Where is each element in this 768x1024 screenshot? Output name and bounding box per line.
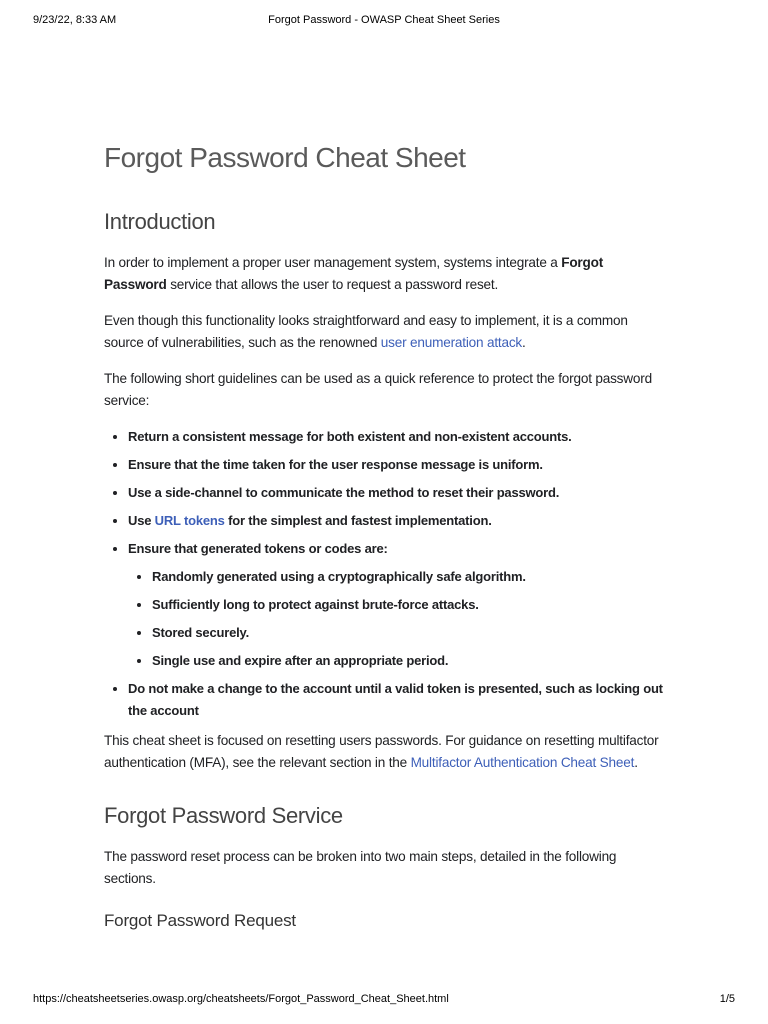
guideline-item: • Use a side-channel to communicate the method to reset their password. xyxy=(128,482,664,504)
intro-p1-text-end: service that allows the user to request a password reset. xyxy=(166,277,499,292)
intro-p2-text: Even though this functionality looks straightforward and easy to implement, it is a common source of vulnerabilities, such as the renowned xyxy=(104,313,628,350)
print-page-number: 1/5 xyxy=(719,993,735,1005)
main-content xyxy=(104,140,664,932)
sub-list-item: • Single use and expire after an appropriate period. xyxy=(152,650,664,672)
section-heading-introduction: Introduction xyxy=(104,209,216,234)
guideline-text-end: for the simplest and fastest implementation. xyxy=(224,513,492,528)
guideline-item xyxy=(128,510,664,532)
sub-list-item: • Randomly generated using a cryptographically safe algorithm. xyxy=(152,566,664,588)
mfa-cheat-sheet-link[interactable]: Multifactor Authentication Cheat Sheet xyxy=(410,755,635,770)
token-requirements-list xyxy=(128,566,664,672)
print-timestamp: 9/23/22, 8:33 AM xyxy=(33,14,117,26)
page-title: Forgot Password Cheat Sheet xyxy=(104,142,466,173)
print-footer xyxy=(33,993,735,1009)
sub-list-item: • Stored securely. xyxy=(152,622,664,644)
print-page-title: Forgot Password - OWASP Cheat Sheet Series xyxy=(268,14,500,26)
intro-p2-text-end: . xyxy=(522,335,526,350)
guideline-item: • Return a consistent message for both existent and non-existent accounts. xyxy=(128,426,664,448)
user-enumeration-attack-link[interactable]: user enumeration attack xyxy=(380,335,523,350)
intro-paragraph-2 xyxy=(104,310,664,354)
guideline-item: • Ensure that the time taken for the user response message is uniform. xyxy=(128,454,664,476)
service-paragraph-1: The password reset process can be broken into two main steps, detailed in the following sections. xyxy=(104,849,617,886)
guideline-text: Ensure that generated tokens or codes are: xyxy=(128,541,388,556)
intro-paragraph-3: The following short guidelines can be used as a quick reference to protect the forgot password service: xyxy=(104,371,652,408)
url-tokens-link[interactable]: URL tokens xyxy=(154,513,225,528)
intro-paragraph-4 xyxy=(104,730,664,774)
sub-list-item: • Sufficiently long to protect against brute-force attacks. xyxy=(152,594,664,616)
guidelines-list xyxy=(104,426,664,722)
intro-p4-text: This cheat sheet is focused on resetting users passwords. For guidance on resetting multifactor authentication (MFA), see the relevant section in the xyxy=(104,733,659,770)
print-url: https://cheatsheetseries.owasp.org/cheatsheets/Forgot_Password_Cheat_Sheet.html xyxy=(33,993,449,1005)
guideline-item: • Do not make a change to the account until a valid token is presented, such as locking out the account xyxy=(128,678,664,722)
print-header xyxy=(33,14,735,30)
guideline-item xyxy=(128,538,664,672)
section-heading-forgot-password-request: Forgot Password Request xyxy=(104,911,296,930)
intro-paragraph-1 xyxy=(104,252,664,296)
section-heading-forgot-password-service: Forgot Password Service xyxy=(104,803,343,828)
intro-p4-text-end: . xyxy=(634,755,638,770)
guideline-text: Use xyxy=(128,513,155,528)
intro-p1-text: In order to implement a proper user management system, systems integrate a xyxy=(104,255,562,270)
forgot-password-bold: Forgot Password xyxy=(104,255,604,292)
